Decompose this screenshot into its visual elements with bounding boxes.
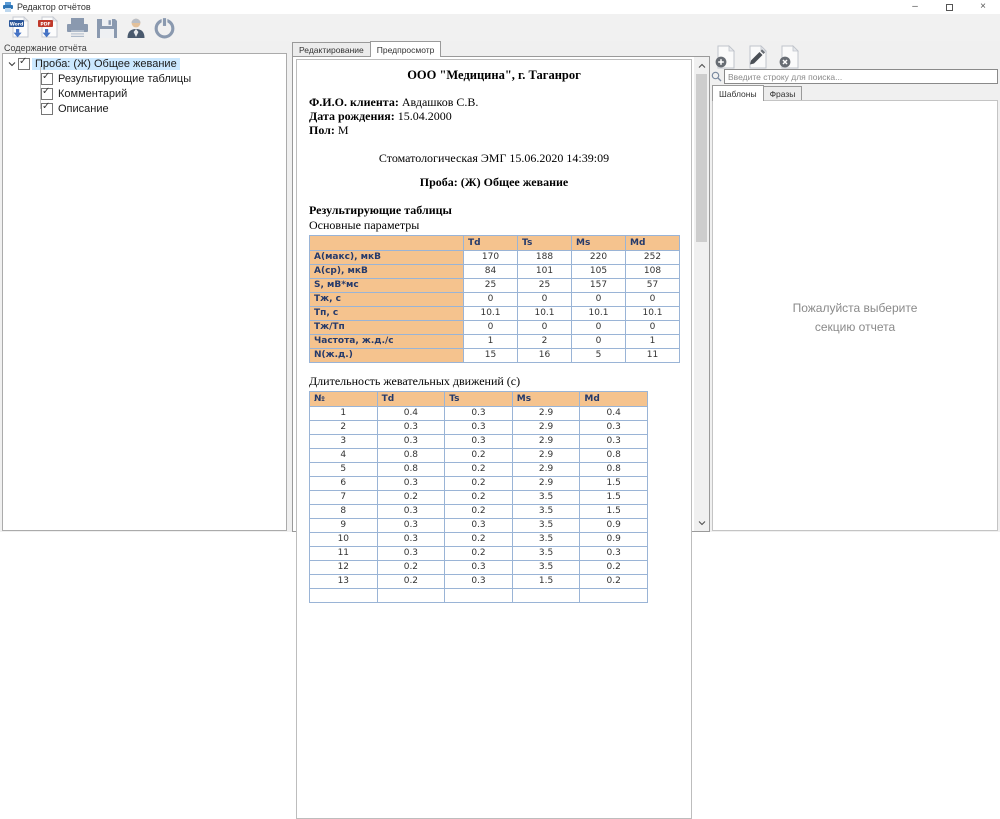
table-cell: 0 [572,334,626,348]
table-cell: 3.5 [512,490,580,504]
export-word-button[interactable] [5,15,34,40]
power-icon [152,15,177,40]
tab-phrases[interactable]: Фразы [763,86,803,101]
window-title: Редактор отчётов [17,2,91,12]
table-cell: 0.2 [580,574,648,588]
table-cell: 170 [464,250,518,264]
table-cell: 1.5 [512,574,580,588]
delete-template-button[interactable] [776,44,802,69]
table-row [310,476,648,490]
tree-item-comment[interactable] [3,86,286,101]
expander-icon[interactable] [6,60,18,68]
printer-icon [65,15,90,40]
exit-button[interactable] [150,15,179,40]
table-cell: 0.8 [580,462,648,476]
tree-item-label[interactable]: Комментарий [58,87,128,100]
table-row [310,434,648,448]
table-row [310,250,680,264]
table-row [310,306,680,320]
table-cell: 1 [464,334,518,348]
table-cell: 0.3 [377,504,445,518]
birth-date-label: Дата рождения: [309,109,395,124]
table-cell: 2.9 [512,406,580,420]
delete-document-icon [778,45,801,69]
tree-item-description[interactable] [3,101,286,116]
table-cell: 5 [310,462,378,476]
table-cell: 0.3 [377,420,445,434]
svg-text:Word: Word [9,21,23,27]
table-cell: 3 [310,434,378,448]
table-cell: 8 [310,504,378,518]
edit-document-icon [746,45,769,69]
table-cell: 0 [626,292,680,306]
table-cell: 0.3 [445,560,513,574]
table-cell: 0.3 [377,434,445,448]
preview-pane [292,56,710,587]
main-parameters-table [309,235,680,363]
minimize-button[interactable]: – [912,1,918,12]
report-contents-label: Содержание отчёта [4,43,87,53]
table-row [310,334,680,348]
table-cell: 1 [626,334,680,348]
sex-line [309,124,679,137]
table-cell: 0.3 [580,420,648,434]
table-row [310,560,648,574]
table-cell: 0.3 [445,574,513,588]
table-cell: 0 [572,292,626,306]
probe-title: Проба: (Ж) Общее жевание [419,174,569,189]
table-cell: 25 [518,278,572,292]
table-cell: 25 [464,278,518,292]
client-name-line [309,96,679,109]
table-cell: 0.8 [377,462,445,476]
table-cell: 0.3 [377,476,445,490]
column-header: Ts [445,391,513,406]
table-cell: 157 [572,278,626,292]
checkbox[interactable] [18,58,30,70]
tab-editing[interactable]: Редактирование [292,42,371,57]
table-cell: 0.3 [377,532,445,546]
search-icon [711,71,722,82]
table-cell: 220 [572,250,626,264]
table-cell: 3.5 [512,518,580,532]
template-search [711,69,998,84]
table-row [310,588,648,602]
search-input[interactable] [724,69,998,84]
table-cell: 0.3 [445,406,513,420]
table-cell: 16 [518,348,572,362]
table-cell: 3.5 [512,532,580,546]
table-cell: 10.1 [464,306,518,320]
table-row [310,448,648,462]
table-cell: 10.1 [572,306,626,320]
table-cell: 10 [310,532,378,546]
table-row [310,532,648,546]
report-page [296,59,692,819]
table-row [310,518,648,532]
table-cell: 13 [310,574,378,588]
table-cell: 0 [464,320,518,334]
scroll-up-icon[interactable] [694,58,709,73]
add-document-icon [714,45,737,69]
table-cell: 0.9 [580,518,648,532]
column-header [310,235,464,250]
checkbox[interactable] [41,73,53,85]
table-row [310,348,680,362]
main-toolbar [0,14,1000,41]
table-row [310,278,680,292]
sex-value: М [337,123,349,138]
table-cell: 11 [310,546,378,560]
study-title: Стоматологическая ЭМГ 15.06.2020 14:39:09 [378,150,610,165]
table-cell: 2.9 [512,476,580,490]
table-cell: Тп, с [310,306,464,320]
templates-panel [712,100,998,531]
column-header: Td [377,391,445,406]
table-row [310,292,680,306]
tree-children [3,71,286,116]
window-controls [898,0,1000,14]
table-row [310,490,648,504]
column-header: Md [580,391,648,406]
table-cell: 0.3 [580,434,648,448]
table-cell: 0 [518,320,572,334]
table-cell: 105 [572,264,626,278]
table-row [310,574,648,588]
table-cell: 10.1 [518,306,572,320]
maximize-button[interactable] [932,0,966,14]
table-cell: 0.3 [377,518,445,532]
table-cell: 0.3 [445,420,513,434]
column-header: Ms [512,391,580,406]
table-cell: 0.2 [445,504,513,518]
checkbox[interactable] [41,103,53,115]
table-cell: А(ср), мкВ [310,264,464,278]
table-cell: 2.9 [512,434,580,448]
table-cell: 0.3 [445,434,513,448]
birth-date-value: 15.04.2000 [397,109,452,124]
table-cell: 10.1 [626,306,680,320]
table-cell: 4 [310,448,378,462]
table2-title: Длительность жевательных движений (с) [309,373,521,388]
tree-item-label[interactable]: Описание [58,102,109,115]
table-cell: 2 [518,334,572,348]
tab-templates[interactable]: Шаблоны [712,85,764,101]
table-cell: 2.9 [512,448,580,462]
close-button[interactable]: × [980,1,986,12]
table-cell: Тж, с [310,292,464,306]
table-cell: А(макс), мкВ [310,250,464,264]
table-cell: 0 [518,292,572,306]
table-cell [580,588,648,602]
table-cell: 1 [310,406,378,420]
table-cell: 0.2 [580,560,648,574]
table-cell [445,588,513,602]
add-template-button[interactable] [712,44,738,69]
word-export-icon [8,16,32,40]
app-icon [3,2,13,12]
table-cell: 1.5 [580,476,648,490]
table-cell: 3.5 [512,546,580,560]
message-line-2: секцию отчета [814,319,896,334]
table-cell: N(ж.д.) [310,348,464,362]
right-panel-tabs [712,85,801,101]
table-row [310,546,648,560]
table-cell: 2.9 [512,462,580,476]
section-title: Результирующие таблицы [309,202,452,217]
table-cell: 3.5 [512,504,580,518]
table-cell: 1.5 [580,490,648,504]
table-cell: Тж/Тп [310,320,464,334]
table-cell: 1.5 [580,504,648,518]
patient-button[interactable] [121,15,150,40]
table1-title: Основные параметры [309,217,420,232]
message-line-1: Пожалуйста выберите [792,301,918,315]
table-cell: 0.3 [580,546,648,560]
table-cell: 108 [626,264,680,278]
table-cell: 15 [464,348,518,362]
tab-preview[interactable]: Предпросмотр [370,41,442,57]
table-cell: 2 [310,420,378,434]
table-row [310,462,648,476]
table-row [310,320,680,334]
table-cell: 5 [572,348,626,362]
table-cell: 0 [464,292,518,306]
organization-title: ООО "Медицина", г. Таганрог [407,68,581,82]
table-cell: 0.2 [377,560,445,574]
pdf-export-icon [37,16,61,40]
tree-item-probe[interactable] [3,56,286,71]
scrollbar-thumb[interactable] [696,74,707,242]
table-cell: 0.2 [445,546,513,560]
table-cell [377,588,445,602]
checkbox[interactable] [41,88,53,100]
table-cell: 0.8 [377,448,445,462]
table-cell: 0.8 [580,448,648,462]
sex-label: Пол: [309,123,335,138]
export-pdf-button[interactable] [34,15,63,40]
svg-text:PDF: PDF [39,21,51,27]
tree-item-label[interactable]: Результирующие таблицы [58,72,192,85]
table-row [310,504,648,518]
table-cell: 0.3 [445,518,513,532]
table-cell: 0.2 [445,448,513,462]
edit-template-button[interactable] [744,44,770,69]
table-cell: 0.2 [445,476,513,490]
table-cell: 57 [626,278,680,292]
table-cell: 0.2 [445,490,513,504]
table-cell [512,588,580,602]
chewing-durations-table [309,391,648,603]
table-cell: 9 [310,518,378,532]
table-cell: 11 [626,348,680,362]
table-cell: 0.4 [377,406,445,420]
column-header: Md [626,235,680,250]
table-cell: 0.2 [377,574,445,588]
report-contents-tree [2,53,287,531]
table-cell: 101 [518,264,572,278]
table-row [310,264,680,278]
editor-tabs [292,41,440,57]
column-header: Ts [518,235,572,250]
table-cell: 2.9 [512,420,580,434]
table-cell [310,588,378,602]
table-cell: 7 [310,490,378,504]
user-icon [124,16,148,40]
client-name-value: Авдашков С.В. [401,95,479,109]
birth-date-line [309,110,679,123]
scroll-down-icon[interactable] [694,515,709,530]
table-cell: 0 [626,320,680,334]
table-row [310,420,648,434]
table-cell: 252 [626,250,680,264]
table-cell: 0.4 [580,406,648,420]
table-cell: 0 [572,320,626,334]
table-cell: 84 [464,264,518,278]
save-icon [95,16,119,40]
table-cell: 0.9 [580,532,648,546]
table-cell: 6 [310,476,378,490]
column-header: Td [464,235,518,250]
table-cell: Частота, ж.д./с [310,334,464,348]
preview-scrollbar[interactable] [694,57,709,531]
table-cell: 0.2 [377,490,445,504]
table-cell: S, мВ*мс [310,278,464,292]
table-cell: 3.5 [512,560,580,574]
print-button[interactable] [63,15,92,40]
tree-item-tables[interactable] [3,71,286,86]
titlebar [0,0,1000,14]
save-button[interactable] [92,15,121,40]
column-header: Ms [572,235,626,250]
templates-toolbar [712,44,802,69]
client-name-label: Ф.И.О. клиента: [309,95,399,109]
select-section-message [713,299,997,336]
table-cell: 0.2 [445,532,513,546]
table-cell: 188 [518,250,572,264]
column-header: № [310,391,378,406]
table-cell: 12 [310,560,378,574]
table-cell: 0.2 [445,462,513,476]
tree-item-label[interactable]: Проба: (Ж) Общее жевание [32,58,180,70]
table-cell: 0.3 [377,546,445,560]
table-row [310,406,648,420]
